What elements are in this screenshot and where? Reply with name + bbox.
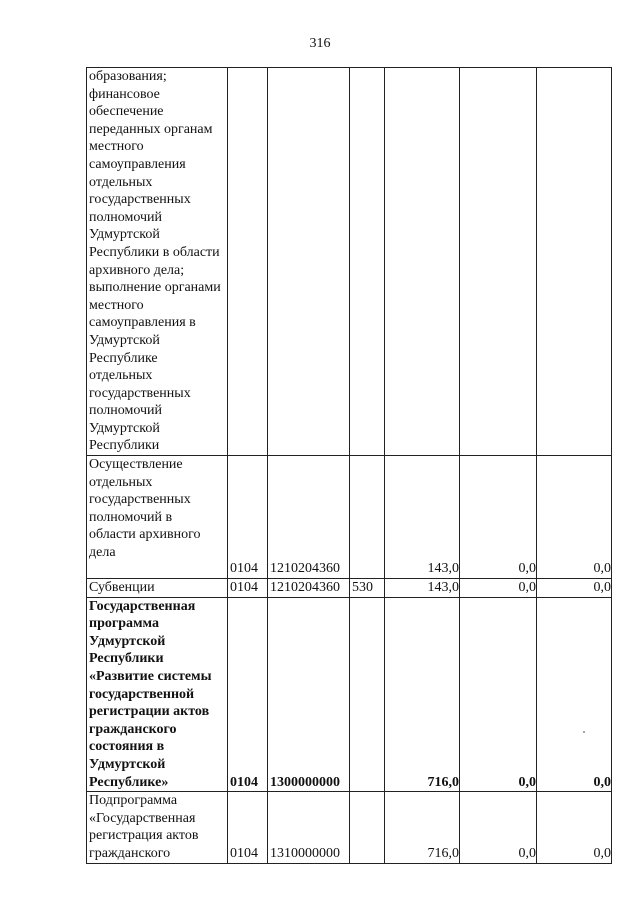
row-name-line: полномочий <box>89 403 163 419</box>
row-name-cell <box>87 456 228 579</box>
amount-year2-cell: 0,0 <box>460 597 537 792</box>
row-name-line: Республики <box>89 438 160 454</box>
row-name-line: обеспечение <box>89 104 164 120</box>
row-name-line: Подпрограмма <box>89 793 178 809</box>
row-name-line: регистрация актов <box>89 828 199 844</box>
row-name-line: регистрации актов <box>89 704 210 720</box>
target-item-cell: 1310000000 <box>268 792 350 863</box>
row-name-line: самоуправления <box>89 156 186 172</box>
row-name-line: самоуправления в <box>89 315 196 331</box>
amount-year1-cell: 716,0 <box>385 597 460 792</box>
row-name-line: Республике» <box>89 774 169 790</box>
row-name-line: финансовое <box>89 86 160 102</box>
row-name-line: местного <box>89 139 144 155</box>
row-name-line: образования; <box>89 69 167 84</box>
amount-year1-cell: 143,0 <box>385 456 460 579</box>
amount-year2-cell: 0,0 <box>460 792 537 863</box>
table-row <box>87 597 612 792</box>
expense-type-cell <box>350 456 385 579</box>
target-item-cell: 1300000000 <box>268 597 350 792</box>
row-name-line: Государственная <box>89 598 196 614</box>
budget-table <box>86 67 612 864</box>
row-name-line: государственной <box>89 686 195 702</box>
row-name-line: архивного дела; <box>89 262 185 278</box>
amount-year1-cell <box>385 68 460 456</box>
table-row <box>87 792 612 863</box>
amount-year3-cell: 0,0 <box>537 456 612 579</box>
row-name-line: Удмуртской <box>89 420 160 436</box>
row-name-line: отдельных <box>89 174 153 190</box>
row-name-line: гражданского <box>89 845 171 861</box>
amount-year3-cell <box>537 68 612 456</box>
expense-type-cell: 530 <box>350 579 385 598</box>
row-name-line: области архивного <box>89 527 201 543</box>
target-item-cell: 1210204360 <box>268 579 350 598</box>
row-name-line: отдельных <box>89 368 153 384</box>
row-name-line: переданных органам <box>89 121 213 137</box>
row-name-cell <box>87 792 228 863</box>
row-name-line: государственных <box>89 492 191 508</box>
row-name-line: государственных <box>89 192 191 208</box>
table-row <box>87 68 612 456</box>
section-code-cell: 0104 <box>228 579 268 598</box>
row-name-line: состояния в <box>89 739 165 755</box>
section-code-cell: 0104 <box>228 597 268 792</box>
row-name-line: «Развитие системы <box>89 669 212 685</box>
row-name-line: программа <box>89 616 159 632</box>
row-name-line: местного <box>89 297 144 313</box>
row-name-line: государственных <box>89 385 191 401</box>
section-code-cell: 0104 <box>228 456 268 579</box>
amount-year2-cell: 0,0 <box>460 579 537 598</box>
section-code-cell <box>228 68 268 456</box>
target-item-cell: 1210204360 <box>268 456 350 579</box>
row-name-line: Республики в области <box>89 244 220 260</box>
table-row <box>87 456 612 579</box>
amount-year3-cell: 0,0 <box>537 579 612 598</box>
row-name-line: Осуществление <box>89 457 183 473</box>
row-name-line: отдельных <box>89 474 153 490</box>
row-name-line: Удмуртской <box>89 227 160 243</box>
target-item-cell <box>268 68 350 456</box>
amount-year3-cell: 0,0 <box>537 597 612 792</box>
budget-table-body <box>87 68 612 864</box>
row-name-cell <box>87 579 228 598</box>
amount-year2-cell <box>460 68 537 456</box>
scan-speck <box>583 731 585 733</box>
page-number: 316 <box>309 36 331 51</box>
amount-year2-cell: 0,0 <box>460 456 537 579</box>
row-name-line: выполнение органами <box>89 280 221 296</box>
row-name-line: Республики <box>89 651 164 667</box>
row-name-line: Удмуртской <box>89 757 166 772</box>
row-name-line: Субвенции <box>89 580 155 596</box>
amount-year1-cell: 716,0 <box>385 792 460 863</box>
row-name-line: Удмуртской <box>89 633 166 649</box>
row-name-line: полномочий <box>89 209 163 225</box>
amount-year3-cell: 0,0 <box>537 792 612 863</box>
row-name-line: гражданского <box>89 721 177 737</box>
table-row <box>87 579 612 598</box>
row-name-line: дела <box>89 545 116 561</box>
row-name-line: Республике <box>89 350 158 366</box>
row-name-cell <box>87 68 228 456</box>
row-name-cell <box>87 597 228 792</box>
expense-type-cell <box>350 68 385 456</box>
expense-type-cell <box>350 597 385 792</box>
row-name-line: Удмуртской <box>89 332 160 348</box>
row-name-line: полномочий в <box>89 509 173 525</box>
amount-year1-cell: 143,0 <box>385 579 460 598</box>
expense-type-cell <box>350 792 385 863</box>
row-name-line: «Государственная <box>89 810 196 826</box>
section-code-cell: 0104 <box>228 792 268 863</box>
